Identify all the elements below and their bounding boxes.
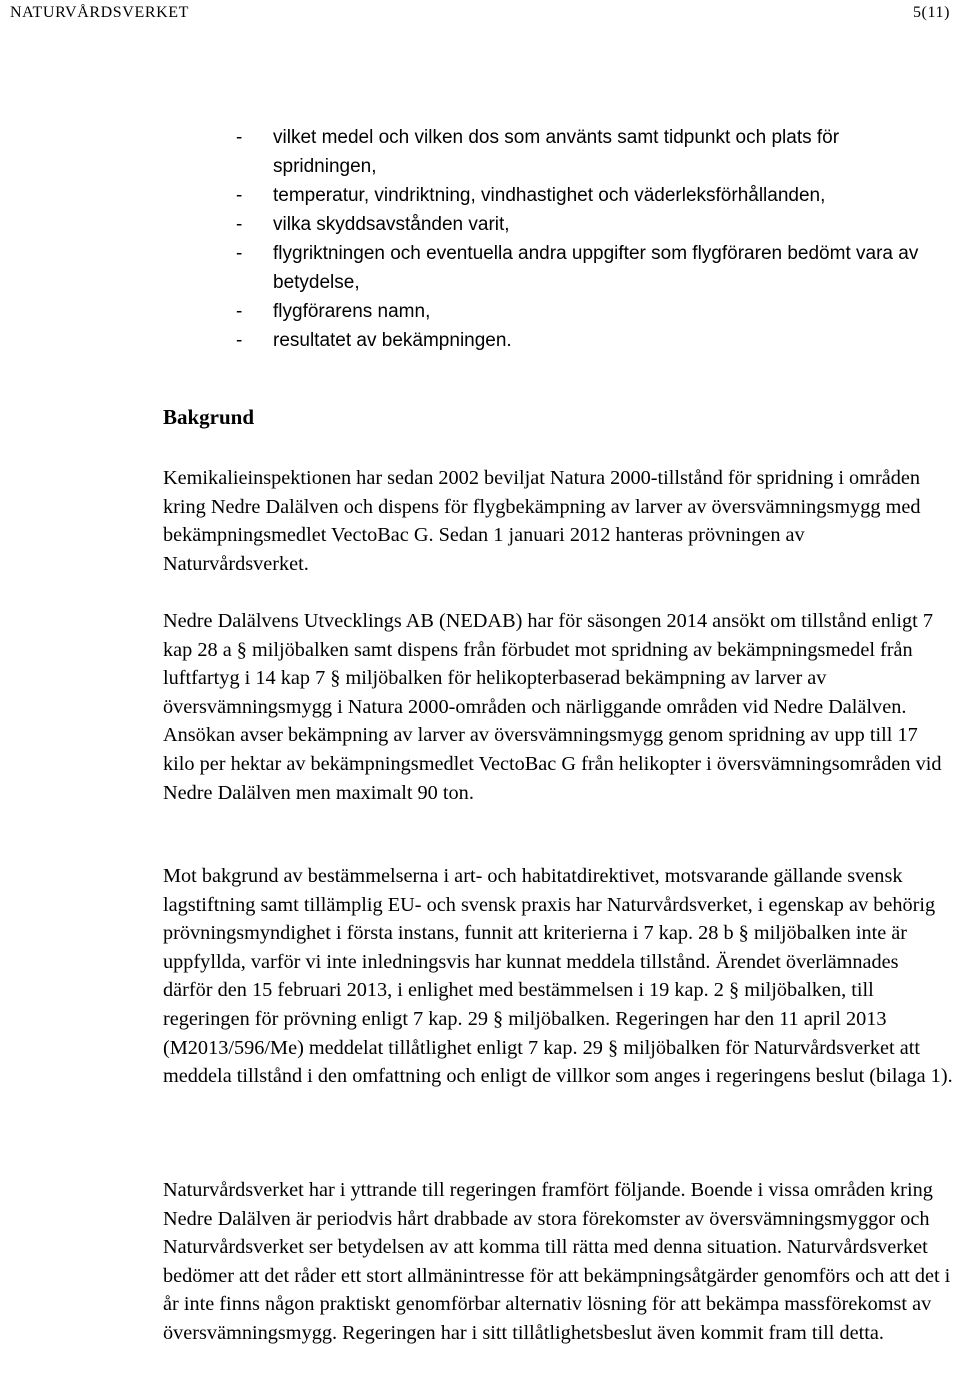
paragraph: Mot bakgrund av bestämmelserna i art- och habitatdirektivet, motsvarande gällande svensk lagstiftning samt tillämplig EU- och svensk praxis har Naturvårdsverket, i egenskap av behörig prövningsmyndighet i första instans, funnit att kriterierna i 7 kap. 28 b § miljöbalken inte är uppfyllda, varför vi inte inledningsvis har kunnat meddela tillstånd. Ärendet överlämnades därför den 15 februari 2013, i enlighet med bestämmelsen i 19 kap. 2 § miljöbalken, till regeringen för prövning enligt 7 kap. 29 § miljöbalken. Regeringen har den 11 april 2013 (M2013/596/Me) meddelat tillåtlighet enligt 7 kap. 29 § miljöbalken för Naturvårdsverket att meddela tillstånd i den omfattning och enligt de villkor som anges i regeringens beslut (bilaga 1). (163, 865, 953, 1088)
list-item (236, 210, 946, 239)
list-item-text: vilka skyddsavstånden varit, (273, 214, 510, 235)
organization-name: NATURVÅRDSVERKET (10, 4, 189, 21)
paragraph: Kemikalieinspektionen har sedan 2002 beviljat Natura 2000-tillstånd för spridning i områden kring Nedre Dalälven och dispens för flygbekämpning av larver av översvämningsmygg med bekämpningsmedlet VectoBac G. Sedan 1 januari 2012 hanteras prövningen av Naturvårdsverket. (163, 467, 921, 575)
page-header (10, 4, 950, 24)
list-item (236, 239, 946, 297)
requirements-list (236, 123, 946, 355)
list-dash: - (236, 127, 243, 148)
list-dash: - (236, 185, 243, 206)
list-item (236, 123, 946, 181)
list-item-text: flygförarens namn, (273, 301, 431, 322)
list-item-text: resultatet av bekämpningen. (273, 330, 512, 351)
list-dash: - (236, 301, 243, 322)
list-dash: - (236, 243, 243, 264)
list-item-text: flygriktningen och eventuella andra uppgifter som flygföraren bedömt vara av betydelse, (273, 243, 919, 293)
list-item (236, 326, 946, 355)
paragraph: Naturvårdsverket har i yttrande till regeringen framfört följande. Boende i vissa områden kring Nedre Dalälven är periodvis hårt drabbade av stora förekomster av översvämningsmyggor och Naturvårdsverket ser betydelsen av att komma till rätta med denna situation. Naturvårdsverket bedömer att det råder ett stort allmänintresse för att bekämpningsåtgärder genomförs och att det i år inte finns någon praktiskt genomförbar alternativ lösning för att bekämpa massförekomst av översvämningsmygg. Regeringen har i sitt tillåtlighetsbeslut även kommit fram till detta. (163, 1179, 951, 1344)
list-dash: - (236, 330, 243, 351)
page-number: 5(11) (912, 4, 950, 21)
paragraph: Nedre Dalälvens Utvecklings AB (NEDAB) har för säsongen 2014 ansökt om tillstånd enligt 7 kap 28 a § miljöbalken samt dispens från förbudet mot spridning av bekämpningsmedel från luftfartyg i 14 kap 7 § miljöbalken för helikopterbaserad bekämpning av larver av översvämningsmygg i Natura 2000-områden och närliggande områden vid Nedre Dalälven. Ansökan avser bekämpning av larver av översvämningsmygg genom spridning av upp till 17 kilo per hektar av bekämpningsmedlet VectoBac G från helikopter i översvämningsområden vid Nedre Dalälven men maximalt 90 ton. (163, 610, 942, 804)
list-dash: - (236, 214, 243, 235)
list-item-text: vilket medel och vilken dos som använts samt tidpunkt och plats för spridningen, (273, 127, 840, 177)
list-item-text: temperatur, vindriktning, vindhastighet och väderleksförhållanden, (273, 185, 826, 206)
list-item (236, 297, 946, 326)
list-item (236, 181, 946, 210)
section-heading: Bakgrund (163, 405, 255, 429)
